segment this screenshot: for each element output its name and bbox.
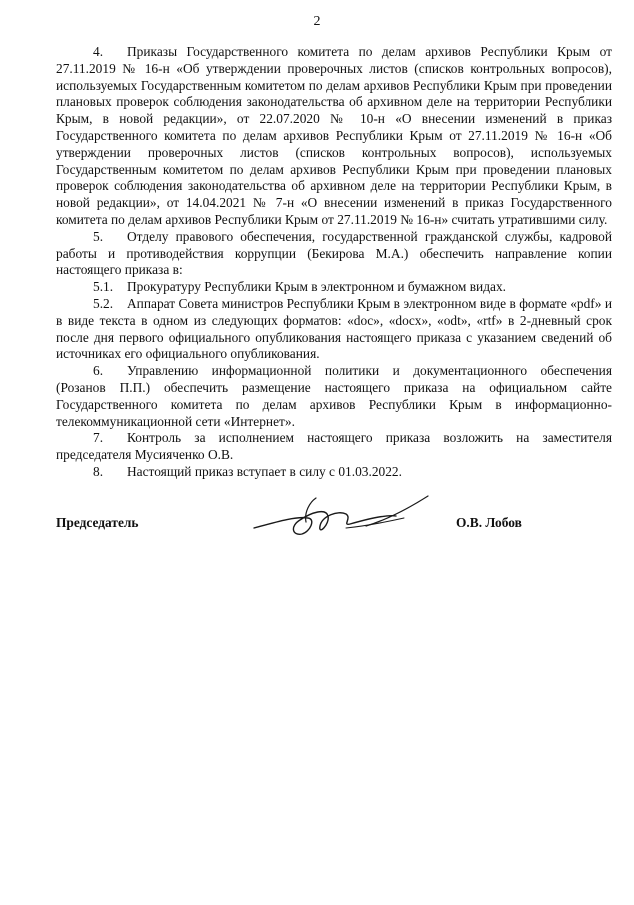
item-number: 5.2. xyxy=(93,295,114,311)
item-5-1 xyxy=(56,279,612,296)
item-number: 4. xyxy=(93,44,104,59)
signature-block xyxy=(56,512,612,552)
item-5-2 xyxy=(56,296,612,363)
item-4 xyxy=(56,44,612,229)
handwritten-signature xyxy=(246,492,436,547)
item-text: Настоящий приказ вступает в силу с 01.03.2022. xyxy=(127,463,402,479)
item-7 xyxy=(56,430,612,464)
item-text: Отделу правового обеспечения, государственной гражданской службы, кадровой работы и противодействия коррупции (Бекирова М.А.) обеспечить направление копии настоящего приказа в: xyxy=(56,228,612,278)
signatory-position: Председатель xyxy=(56,515,139,530)
item-number: 5. xyxy=(93,228,104,244)
item-text: Контроль за исполнением настоящего приказа возложить на заместителя председателя Мусияченко О.В. xyxy=(56,430,612,463)
document-body xyxy=(56,44,612,481)
item-number: 6. xyxy=(93,363,104,379)
item-number: 5.1. xyxy=(93,279,114,295)
item-text: Приказы Государственного комитета по делам архивов Республики Крым от 27.11.2019 № 16-н «Об утверждении проверочных листов (списков контрольных вопросов), используемых Государственным комитетом по делам архивов Республики Крым при проведении плановых проверок соблюдения законодательства об архивном деле на территории Республики Крым, в новой редакции», от 22.07.2020 № 10-н «О внесении изменений в приказ Государственного комитета по делам архивов Республики Крым от 27.11.2019 № 16-н «Об утверждении проверочных листов (списков контрольных вопросов), используемых Государственным комитетом по делам архивов Республики Крым при проведении плановых проверок соблюдения законодательства об архивном деле на территории Республики Крым, в новой редакции», от 14.04.2021 № 7-н «О внесении изменений в приказ Государственного комитета по делам архивов Республики Крым от 27.11.2019 № 16-н» считать утратившими силу. xyxy=(56,44,612,227)
item-8 xyxy=(56,464,612,481)
page-number: 2 xyxy=(313,14,321,29)
signatory-name: О.В. Лобов xyxy=(456,515,522,530)
item-text: Аппарат Совета министров Республики Крым в электронном виде в формате «pdf» и в виде текста в одном из следующих форматов: «doc», «docx», «odt», «rtf» в 2-дневный срок после дня первого официального опубликования настоящего приказа с указанием сведений об источниках его официального опубликования. xyxy=(56,295,612,362)
item-6 xyxy=(56,363,612,430)
item-text: Прокуратуру Республики Крым в электронном и бумажном видах. xyxy=(127,279,507,295)
item-5 xyxy=(56,229,612,279)
item-number: 8. xyxy=(93,463,104,479)
item-number: 7. xyxy=(93,430,104,446)
item-text: Управлению информационной политики и документационного обеспечения (Розанов П.П.) обеспечить размещение настоящего приказа на официальном сайте Государственного комитета по делам архивов Республики Крым в информационно-телекоммуникационной сети «Интернет». xyxy=(56,363,612,429)
